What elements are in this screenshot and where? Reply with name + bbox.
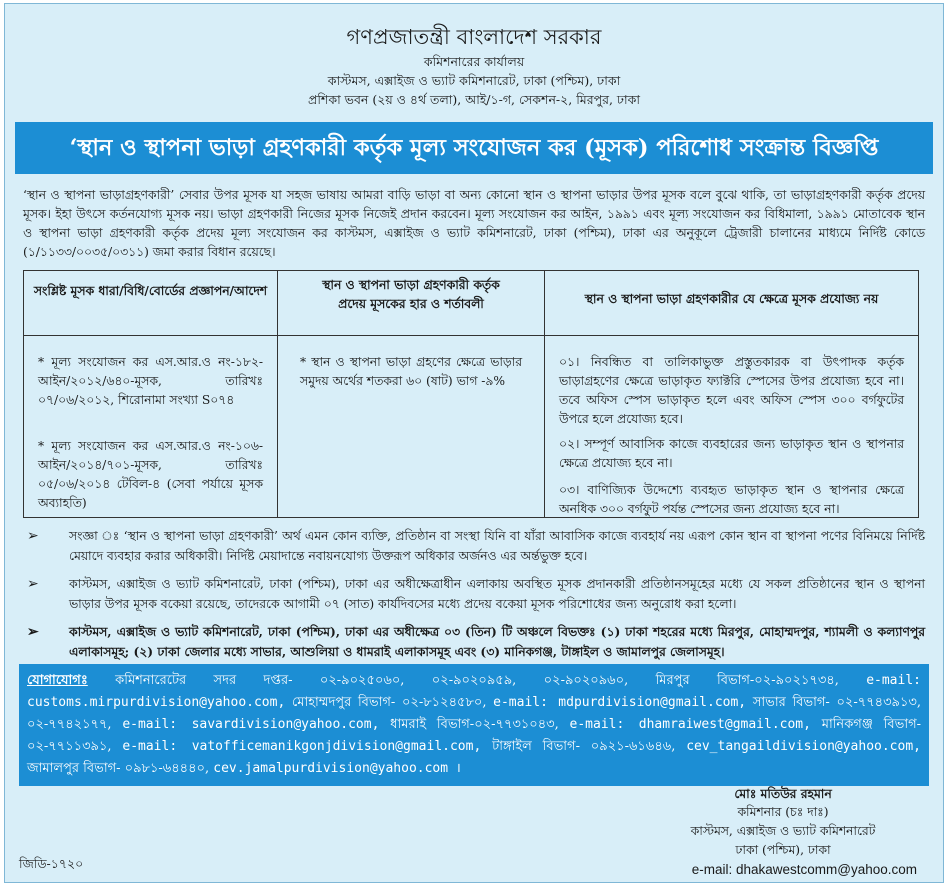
table-column-exemption [545, 271, 918, 517]
list-item: ➢ সংজ্ঞা ঃ ‘স্থান ও স্থাপনা ভাড়া গ্রহণকারী’ অর্থ এমন কোন ব্যক্তি, প্রতিষ্ঠান বা সংস্থা যিনি বা যাঁরা আবাসিক কাজে ব্যবহার্য নয় এরূপ কোন স্থান বা স্থাপনা পণের বিনিময়ে নির্দিষ্ট মেয়াদে ব্যবহার করার অধিকারী। নির্দিষ্ট মেয়াদান্তে নবায়নযোগ্য উক্তরূপ অধিকার অর্জনও এর অর্ন্তভুক্ত হবে। [27, 528, 925, 563]
exemption-item: ০২। সম্পূর্ণ আবাসিক কাজে ব্যবহারের জন্য ভাড়াকৃত স্থান ও স্থাপনার ক্ষেত্রে প্রযোজ্য হবে না। [559, 437, 904, 470]
contact-email[interactable]: e-mail: dhamraiwest@gmail.com, [569, 717, 811, 732]
rate-item: * স্থান ও স্থাপনা ভাড়া গ্রহণের ক্ষেত্রে ভাড়ার সমুদয় অর্থের শতকরা ৬০ (ষাট) ভাগ -৯% [300, 355, 522, 388]
vat-table [23, 270, 919, 518]
contact-phones: মানিকগঞ্জ বিভাগ- ০২-৭৭১১৩৯১, [27, 717, 921, 754]
arrow-bullet-icon: ➢ [27, 576, 39, 592]
contact-phones: কমিশনারেটের সদর দপ্তর- ০২-৯০২৫০৬০, ০২-৯০২০৯৫৯, ০২-৯০২০৯৬০, মিরপুর বিভাগ-০২-৯০২১৭৩৪, [115, 673, 867, 688]
signature-block [653, 784, 913, 860]
signatory-title: কমিশনার (চঃ দাঃ) [737, 805, 829, 819]
table-header-divider [24, 335, 918, 336]
exemption-item: ০১। নিবন্ধিত বা তালিকাভুক্ত প্রস্তুতকারক বা উৎপাদক কর্তৃক ভাড়াগ্রহণের ক্ষেত্রে ভাড়াকৃত ফ্যাক্টরি স্পেসের উপর প্রযোজ্য হবে না। তবে অফিস স্পেস ভাড়াকৃত হলে এবং অফিস স্পেস ৩০০ বর্গফুটের উপরে হলে প্রযোজ্য হবে। [559, 355, 904, 426]
office-line: কমিশনারের কার্যালয় [423, 54, 525, 69]
list-item: ➢ কাস্টমস, এক্সাইজ ও ভ্যাট কমিশনারেট, ঢাকা (পশ্চিম), ঢাকা এর অধীক্ষেত্রাধীন এলাকায় অবস্থিত মূসক প্রদানকারী প্রতিষ্ঠানসমূহের মধ্যে যে সকল প্রতিষ্ঠানের স্থান ও স্থাপনা ভাড়ার উপর মূসক বকেয়া রয়েছে, তাদেরকে আগামী ০৭ (সাত) কার্যদিবসের মধ্যে প্রদেয় বকেয়া মূসক পরিশোধের জন্য অনুরোধ করা হলো। [27, 576, 925, 611]
contact-phones: টাঙ্গাইল বিভাগ- ০৯২১-৬১৬৪৬, [481, 739, 687, 754]
contact-label: যোগাযোগঃ [27, 673, 88, 688]
contact-phones: ধামরাই বিভাগ-০২-৭৭৩১০৪৩, [379, 717, 570, 732]
table-header-exemption: স্থান ও স্থাপনা ভাড়া গ্রহণকারীর যে ক্ষেত্রে মূসক প্রযোজ্য নয় [584, 291, 879, 306]
commissionerate-line: কাস্টমস, এক্সাইজ ও ভ্যাট কমিশনারেট, ঢাকা (পশ্চিম), ঢাকা [327, 73, 621, 88]
table-header-rate: স্থান ও স্থাপনা ভাড়া গ্রহণকারী কর্তৃক প্রদেয় মূসকের হার ও শর্তাবলী [322, 277, 500, 311]
address-line: প্রশিকা ভবন (২য় ও ৪র্থ তলা), আই/১-গ, সেকশন-২, মিরপুর, ঢাকা [308, 92, 640, 107]
contact-email[interactable]: e-mail: savardivision@yahoo.com, [122, 717, 380, 732]
exemption-item: ০৩। বাণিজ্যিক উদ্দেশ্যে ব্যবহৃত ভাড়াকৃত স্থান ও স্থাপনার ক্ষেত্রে অনধিক ৩০০ বর্গফুট পর্যন্ত স্পেসের জন্য প্রযোজ্য হবে না। [559, 483, 904, 516]
regulation-item: * মূল্য সংযোজন কর এস.আর.ও নং-১০৬-আইন/২০১৪/৭০১-মূসক, তারিখঃ ০৫/০৬/২০১৪ টেবিল-৪ (সেবা পর্যায়ে মূসক অব্যাহতি) [38, 439, 263, 510]
contact-phones: মোহাম্মদপুর বিভাগ- ০২-৮১২৪৫৮০, [285, 695, 494, 710]
contact-email[interactable]: e-mail: mdpurdivision@gmail.com, [493, 695, 747, 710]
regulation-item: * মূল্য সংযোজন কর এস.আর.ও নং-১৮২-আইন/২০১২/৬৪০-মূসক, তারিখঃ ০৭/০৬/২০১২, শিরোনামা সংখ্যা S০৭৪ [38, 355, 263, 407]
contact-box [19, 664, 929, 786]
list-item: ➢ কাস্টমস, এক্সাইজ ও ভ্যাট কমিশনারেট, ঢাকা (পশ্চিম), ঢাকা এর অধীক্ষেত্র ০৩ (তিন) টি অঞ্চলে বিভক্তঃ (১) ঢাকা শহরের মধ্যে মিরপুর, মোহাম্মদপুর, শ্যামলী ও কল্যাণপুর এলাকাসমূহ; (২) ঢাকা জেলার মধ্যে সাভার, আশুলিয়া ও ধামরাই এলাকাসমূহ এবং (৩) মানিকগঞ্জ, টাঙ্গাইল ও জামালপুর জেলাসমূহ। [27, 624, 925, 659]
table-column-regulation [24, 271, 278, 517]
contact-email[interactable]: cev.jamalpurdivision@yahoo.com । [213, 761, 461, 776]
notice-page [4, 3, 944, 883]
contact-email[interactable]: cev_tangaildivision@yahoo.com, [686, 739, 921, 754]
contact-email[interactable]: e-mail: vatofficemanikgonjdivision@gmail.com, [122, 739, 482, 754]
notice-title-banner: ‘স্থান ও স্থাপনা ভাড়া গ্রহণকারী কর্তৃক মূল্য সংযোজন কর (মূসক) পরিশোধ সংক্রান্ত বিজ্ঞপ্তি [15, 122, 933, 174]
signatory-email[interactable]: e-mail: dhakawestcomm@yahoo.com [691, 862, 917, 877]
table-column-rate [278, 271, 545, 517]
signatory-office: কাস্টমস, এক্সাইজ ও ভ্যাট কমিশনারেট [690, 824, 876, 838]
government-title: গণপ্রজাতন্ত্রী বাংলাদেশ সরকার [346, 25, 602, 49]
contact-email[interactable]: e-mail: customs.mirpurdivision@yahoo.com, [27, 673, 921, 710]
contact-phones: সাভার বিভাগ- ০২-৭৭৪৩৯১৩, ০২-৭৭৪২১৭৭, [27, 695, 922, 732]
gd-number: জিডি-১৭২০ [19, 856, 84, 871]
table-header-regulation: সংশ্লিষ্ট মূসক ধারা/বিধি/বোর্ডের প্রজ্ঞাপন/আদেশ [33, 283, 268, 298]
bullet-list [23, 526, 925, 670]
arrow-bullet-icon: ➢ [27, 528, 39, 544]
contact-phones: জামালপুর বিভাগ- ০৯৮১-৬৪৪৪০, [27, 761, 214, 776]
signatory-city: ঢাকা (পশ্চিম), ঢাকা [735, 843, 831, 857]
signatory-name: মোঃ মতিউর রহমান [734, 786, 832, 801]
arrow-bullet-icon: ➢ [27, 624, 39, 640]
intro-paragraph: ‘স্থান ও স্থাপনা ভাড়াগ্রহণকারী’ সেবার উপর মূসক যা সহজ ভাষায় আমরা বাড়ি ভাড়া বা অন্য কোনো স্থান ও স্থাপনা ভাড়ার উপর মূসক বলে বুঝে থাকি, তা ভাড়াগ্রহণকারী কর্তৃক প্রদেয় মূসক। ইহা উৎসে কর্তনযোগ্য মূসক নয়। ভাড়া গ্রহণকারী নিজের মূসক নিজেই প্রদান করবেন। মূল্য সংযোজন কর আইন, ১৯৯১ এবং মূল্য সংযোজন কর বিধিমালা, ১৯৯১ মোতাবেক স্থান ও স্থাপনা ভাড়া গ্রহণকারী কর্তৃক প্রদেয় মূল্য সংযোজন কর কাস্টমস, এক্সাইজ ও ভ্যাট কমিশনারেট, ঢাকা (পশ্চিম), ঢাকা এর অনুকূলে ট্রেজারী চালানের মাধ্যমে নির্দিষ্ট কোডে (১/১১৩৩/০০৩৫/০৩১১) জমা করার বিধান রয়েছে। [23, 188, 925, 259]
header [5, 4, 943, 109]
